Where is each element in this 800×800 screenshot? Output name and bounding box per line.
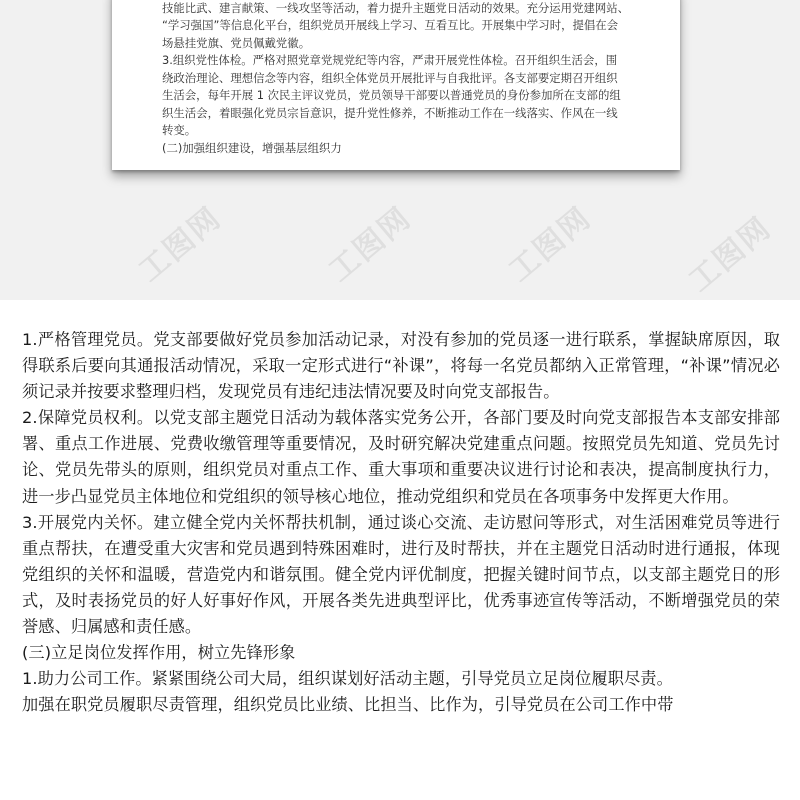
sheet-line: 织生活会，着眼强化党员宗旨意识，提升党性修养，不断推动工作在一线落实、作风在一线 xyxy=(162,105,618,120)
article-paragraph: 1.严格管理党员。党支部要做好党员参加活动记录，对没有参加的党员逐一进行联系，掌握缺席原因，取得联系后要向其通报活动情况，采取一定形式进行“补课”，将每一名党员都纳入正常管理，“补课”情况必须记录并按要求整理归档，发现党员有违纪违法情况要及时向党支部报告。 xyxy=(22,330,780,402)
document-preview-sheet xyxy=(112,0,680,170)
sheet-line: 生活会，每年开展 1 次民主评议党员，党员领导干部要以普通党员的身份参加所在支部的组 xyxy=(162,88,621,102)
section-heading: (三)立足岗位发挥作用，树立先锋形象 xyxy=(22,643,296,663)
watermark-logo: 工图网 xyxy=(502,200,599,289)
article-body xyxy=(22,327,780,718)
sheet-line: 技能比武、建言献策、一线攻坚等活动，着力提升主题党日活动的效果。充分运用党建网站、 xyxy=(162,0,630,15)
article-paragraph: 3.开展党内关怀。建立健全党内关怀帮扶机制，通过谈心交流、走访慰问等形式，对生活困难党员等进行重点帮扶，在遭受重大灾害和党员遇到特殊困难时，进行及时帮扶，并在主题党日活动时进行通报，体现党组织的关怀和温暖，营造党内和谐氛围。健全党内评优制度，把握关键时间节点，以支部主题党日的形式，及时表扬党员的好人好事好作风，开展各类先进典型评比，优秀事迹宣传等活动，不断增强党员的荣誉感、归属感和责任感。 xyxy=(22,512,780,637)
sheet-line: (二)加强组织建设，增强基层组织力 xyxy=(162,140,342,155)
sheet-line: “学习强国”等信息化平台，组织党员开展线上学习、互看互比。开展集中学习时，提倡在会 xyxy=(162,18,619,32)
sheet-line: 转变。 xyxy=(162,123,197,137)
sheet-line: 绕政治理论、理想信念等内容，组织全体党员开展批评与自我批评。各支部要定期召开组织 xyxy=(162,70,618,85)
sheet-line: 场悬挂党旗、党员佩戴党徽。 xyxy=(162,35,311,50)
watermark-logo: 工图网 xyxy=(132,200,229,289)
article-paragraph: 2.保障党员权利。以党支部主题党日活动为载体落实党务公开，各部门要及时向党支部报告本支部安排部署、重点工作进展、党费收缴管理等重要情况，及时研究解决党建重点问题。按照党员先知道、党员先讨论、党员先带头的原则，组织党员对重点工作、重大事项和重要决议进行讨论和表决，提高制度执行力，进一步凸显党员主体地位和党组织的领导核心地位，推动党组织和党员在各项事务中发挥更大作用。 xyxy=(22,408,780,506)
article-paragraph: 1.助力公司工作。紧紧围绕公司大局，组织谋划好活动主题，引导党员立足岗位履职尽责。 xyxy=(22,669,673,689)
article-paragraph: 加强在职党员履职尽责管理，组织党员比业绩、比担当、比作为，引导党员在公司工作中带 xyxy=(22,695,674,715)
sheet-line: 3.组织党性体检。严格对照党章党规党纪等内容，严肃开展党性体检。召开组织生活会，围 xyxy=(162,53,618,67)
watermark-logo: 工图网 xyxy=(322,200,419,289)
watermark-logo: 工图网 xyxy=(682,210,779,299)
